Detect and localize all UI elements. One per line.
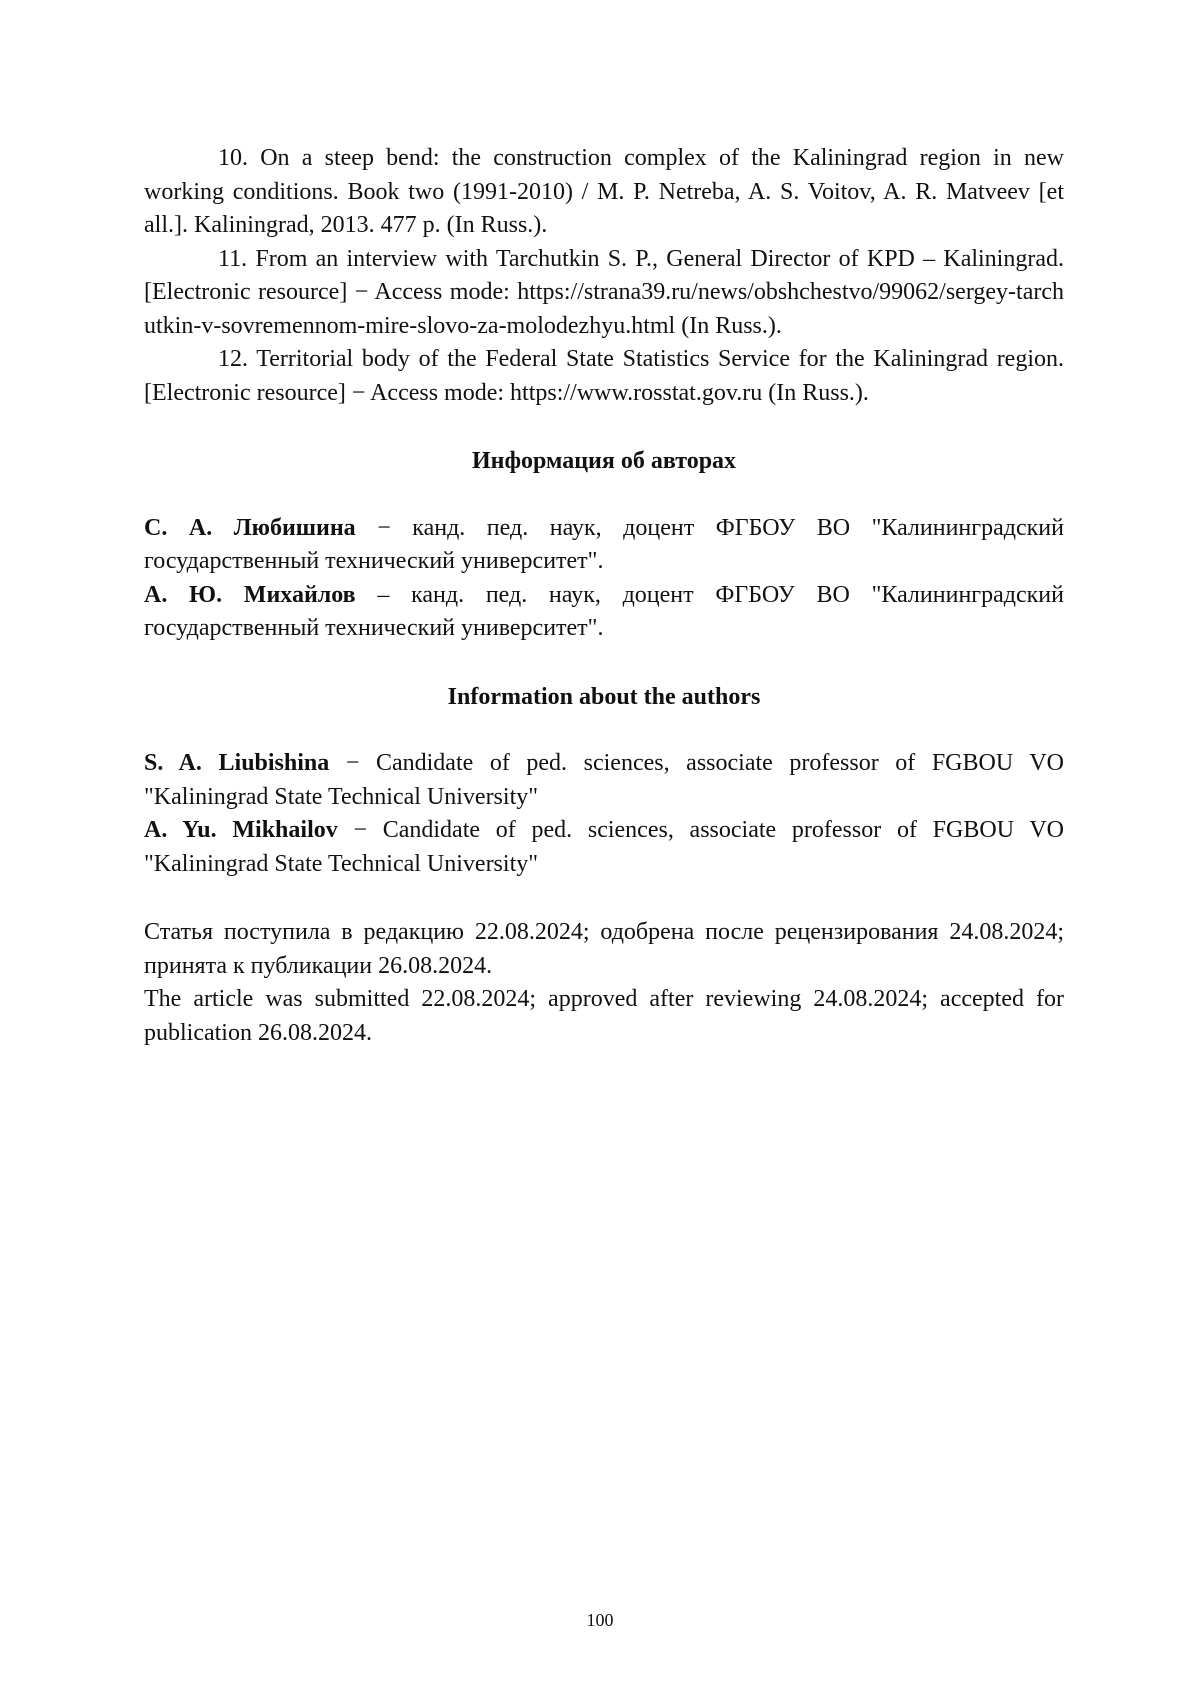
page-body	[144, 142, 1064, 1050]
author-en-1-name: S. A. Liubishina	[144, 750, 330, 776]
reference-10: 10. On a steep bend: the construction complex of the Kaliningrad region in new working conditions. Book two (1991-2010) / M. P. Netreba, A. S. Voitov, A. R. Matveev [et all.]. Kaliningrad, 2013. 477 p. (In Russ.).	[144, 145, 1064, 238]
dates-ru: Статья поступила в редакцию 22.08.2024; одобрена после рецензирования 24.08.2024; принята к публикации 26.08.2024.	[144, 919, 1064, 979]
reference-11-text: 11. From an interview with Tarchutkin S. P., General Director of KPD – Kaliningrad. [Electronic resource] − Access mode:	[144, 245, 1064, 305]
spacer	[144, 714, 1064, 747]
authors-ru-heading: Информация об авторах	[471, 448, 737, 474]
author-ru-2-name: А. Ю. Михайлов	[144, 581, 356, 608]
author-ru-1-name: С. А. Любишина	[144, 514, 356, 541]
page-number: 100	[586, 1610, 614, 1630]
reference-11-url: https://strana39.ru/news/obshchestvo/99062/sergey-tarchutkin-v-sovremennom-mire-slovo-za-molodezhyu.html	[144, 279, 1064, 339]
spacer	[144, 479, 1064, 512]
spacer	[144, 410, 1064, 445]
reference-11-suffix: (In Russ.).	[675, 312, 782, 339]
spacer	[144, 881, 1064, 916]
dates-en: The article was submitted 22.08.2024; approved after reviewing 24.08.2024; accepted for publication 26.08.2024.	[144, 986, 1064, 1046]
spacer	[144, 646, 1064, 681]
author-en-1-desc: − Candidate of ped. sciences, associate professor of FGBOU VO "Kaliningrad State Technical University"	[144, 750, 1064, 810]
author-en-1	[144, 747, 1064, 814]
author-en-2	[144, 814, 1064, 881]
author-ru-2-desc: – канд. пед. наук, доцент ФГБОУ ВО "Калининградский государственный технический университет".	[144, 581, 1064, 641]
reference-12: 12. Territorial body of the Federal State Statistics Service for the Kaliningrad region. [Electronic resource] − Access mode: https://www.rosstat.gov.ru (In Russ.).	[144, 346, 1064, 406]
reference-11	[144, 243, 1064, 344]
author-en-2-name: A. Yu. Mikhailov	[144, 817, 338, 843]
author-ru-1-desc: − канд. пед. наук, доцент ФГБОУ ВО "Калининградский государственный технический университет".	[144, 514, 1064, 574]
author-ru-2	[144, 579, 1064, 646]
author-ru-1	[144, 512, 1064, 579]
authors-en-heading: Information about the authors	[447, 683, 761, 710]
author-en-2-desc: − Candidate of ped. sciences, associate professor of FGBOU VO "Kaliningrad State Technical University"	[144, 817, 1064, 877]
